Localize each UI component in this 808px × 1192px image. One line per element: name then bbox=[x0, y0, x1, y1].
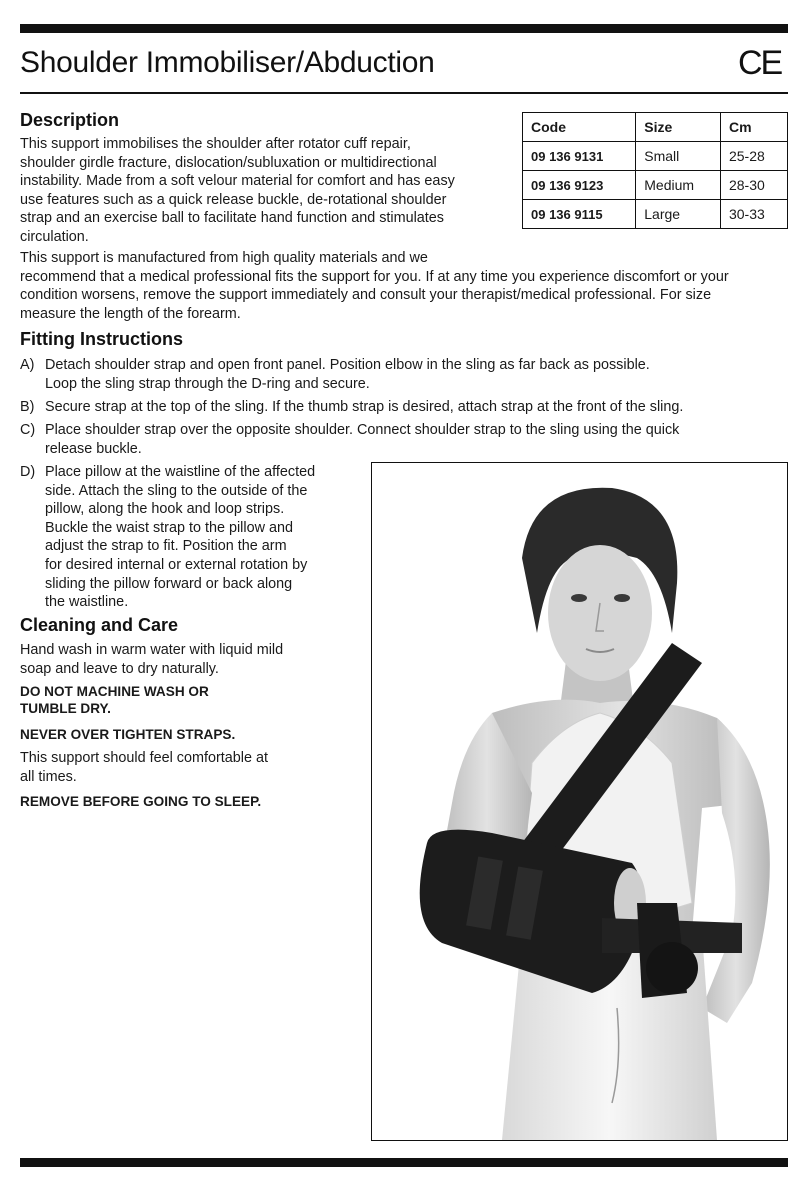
ce-mark: CE bbox=[738, 44, 782, 82]
care-heading: Cleaning and Care bbox=[20, 615, 179, 635]
care-comfort-text: This support should feel comfortable at all times. bbox=[20, 750, 268, 785]
table-row: 09 136 9115 Large 30-33 bbox=[523, 200, 788, 229]
face bbox=[548, 545, 652, 681]
title-rule bbox=[20, 92, 788, 94]
care-warning-sleep: REMOVE BEFORE GOING TO SLEEP. bbox=[20, 794, 262, 809]
table-row: 09 136 9123 Medium 28-30 bbox=[523, 171, 788, 200]
header-size: Size bbox=[636, 113, 721, 142]
table-row: 09 136 9131 Small 25-28 bbox=[523, 142, 788, 171]
size-table bbox=[522, 112, 788, 229]
bottom-bar bbox=[20, 1158, 788, 1167]
top-bar bbox=[20, 24, 788, 33]
model-with-sling-illustration bbox=[372, 463, 787, 1140]
description-para-1: This support immobilises the shoulder after rotator cuff repair, shoulder girdle fracture, dislocation/subluxation or multidirectional instability. Made from a soft velour material for comfort and has easy use features such as a quick release buckle, de-rotational shoulder strap and an exercise ball to facilitate hand function and stimulates circulation. bbox=[20, 136, 455, 245]
care-warning-wash: DO NOT MACHINE WASH OR TUMBLE DRY. bbox=[20, 684, 209, 716]
description-para-2: This support is manufactured from high quality materials and we recommend that a medical professional fits the support for you. If at any time you experience discomfort or your condition worsens, remove the support immediately and consult your therapist/medical professional. For size measure the length of the forearm. bbox=[20, 250, 729, 322]
header-cm: Cm bbox=[720, 113, 787, 142]
header-code: Code bbox=[523, 113, 636, 142]
page-title: Shoulder Immobiliser/Abduction bbox=[20, 46, 435, 79]
table-header-row bbox=[523, 113, 788, 142]
exercise-ball bbox=[646, 942, 698, 994]
fitting-heading: Fitting Instructions bbox=[20, 329, 183, 349]
description-heading: Description bbox=[20, 110, 120, 130]
product-photo bbox=[371, 462, 788, 1141]
care-warning-straps: NEVER OVER TIGHTEN STRAPS. bbox=[20, 727, 236, 742]
care-wash-text: Hand wash in warm water with liquid mild soap and leave to dry naturally. bbox=[20, 642, 284, 677]
